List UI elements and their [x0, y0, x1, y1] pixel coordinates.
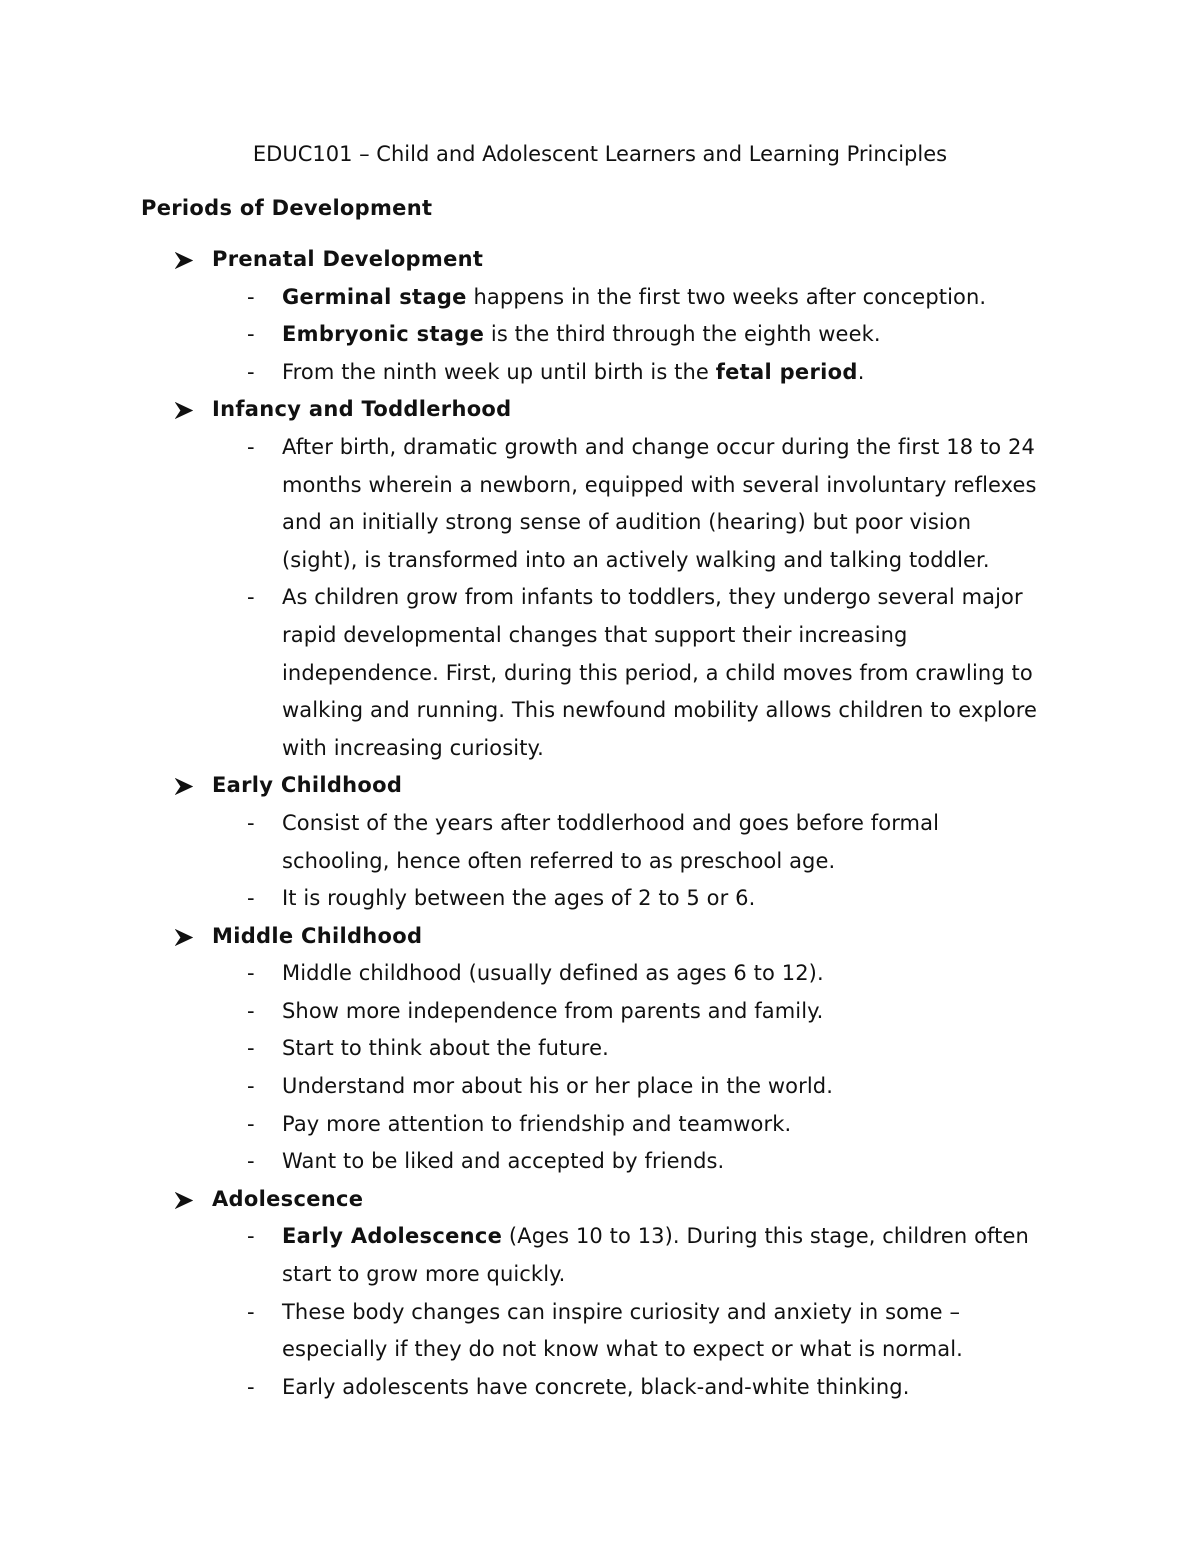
text-line: independence. First, during this period, a child moves from crawling to — [282, 660, 1033, 685]
item-text: happens in the first two weeks after conception. — [466, 284, 987, 309]
bold-term: Embryonic stage — [282, 322, 485, 347]
item-text: (Ages 10 to 13). During this stage, children often — [502, 1224, 1029, 1249]
text-line: As children grow from infants to toddlers, they undergo several major — [282, 585, 1023, 610]
dash-bullet: - — [247, 1074, 255, 1099]
dash-bullet: - — [247, 998, 255, 1023]
period-prenatal — [0, 241, 1200, 391]
text-line: After birth, dramatic growth and change occur during the first 18 to 24 — [282, 434, 1035, 459]
list-item — [0, 955, 1200, 993]
list-item — [0, 279, 1200, 317]
text-line: months wherein a newborn, equipped with several involuntary reflexes — [282, 472, 1037, 497]
dash-bullet: - — [247, 1299, 255, 1324]
list-item — [0, 805, 1200, 880]
dash-bullet: - — [247, 284, 255, 309]
text-line: Consist of the years after toddlerhood and goes before formal — [282, 810, 940, 835]
dash-bullet: - — [247, 359, 255, 384]
dash-bullet: - — [247, 585, 255, 610]
text-line: walking and running. This newfound mobility allows children to explore — [282, 698, 1038, 723]
item-text: It is roughly between the ages of 2 to 5 or 6. — [282, 886, 756, 911]
period-title: Middle Childhood — [212, 923, 423, 948]
period-title: Adolescence — [212, 1186, 364, 1211]
text-line: and an initially strong sense of audition (hearing) but poor vision — [282, 510, 972, 535]
list-item — [0, 880, 1200, 918]
periods-list — [0, 241, 1200, 1406]
section-heading: Periods of Development — [141, 196, 433, 220]
text-line: schooling, hence often referred to as preschool age. — [282, 848, 836, 873]
list-item — [0, 1143, 1200, 1181]
arrowhead-bullet-icon — [175, 241, 195, 279]
list-item — [0, 1068, 1200, 1106]
arrowhead-bullet-icon — [175, 1181, 195, 1219]
arrowhead-bullet-icon — [175, 767, 195, 805]
arrowhead-bullet-icon — [175, 391, 195, 429]
period-middle-childhood — [0, 918, 1200, 1181]
list-item — [0, 354, 1200, 392]
item-text: Start to think about the future. — [282, 1036, 609, 1061]
period-title: Infancy and Toddlerhood — [212, 397, 512, 422]
dash-bullet: - — [247, 1036, 255, 1061]
list-item — [0, 1030, 1200, 1068]
item-text: Show more independence from parents and family. — [282, 998, 824, 1023]
dash-bullet: - — [247, 1111, 255, 1136]
text-line: especially if they do not know what to expect or what is normal. — [282, 1337, 963, 1362]
dash-bullet: - — [247, 322, 255, 347]
period-title: Early Childhood — [212, 773, 403, 798]
dash-bullet: - — [247, 810, 255, 835]
list-item — [0, 1294, 1200, 1369]
item-text: Middle childhood (usually defined as ages 6 to 12). — [282, 961, 824, 986]
period-title: Prenatal Development — [212, 247, 484, 271]
text-line: (sight), is transformed into an actively walking and talking toddler. — [282, 547, 990, 572]
list-item — [0, 579, 1200, 767]
item-text: is the third through the eighth week. — [484, 322, 881, 347]
item-text: Pay more attention to friendship and teamwork. — [282, 1111, 792, 1136]
arrowhead-bullet-icon — [175, 918, 195, 956]
dash-bullet: - — [247, 434, 255, 459]
bold-term: fetal period — [715, 359, 858, 384]
list-item — [0, 429, 1200, 579]
item-text: From the ninth week up until birth is the — [282, 359, 716, 384]
list-item — [0, 1369, 1200, 1407]
dash-bullet: - — [247, 961, 255, 986]
dash-bullet: - — [247, 1149, 255, 1174]
item-text: Early adolescents have concrete, black-and-white thinking. — [282, 1374, 910, 1399]
dash-bullet: - — [247, 1374, 255, 1399]
dash-bullet: - — [247, 1224, 255, 1249]
item-text: Understand mor about his or her place in the world. — [282, 1074, 833, 1099]
text-line: These body changes can inspire curiosity and anxiety in some – — [282, 1299, 961, 1324]
dash-bullet: - — [247, 886, 255, 911]
item-text: . — [857, 359, 865, 384]
item-text: Want to be liked and accepted by friends. — [282, 1149, 725, 1174]
list-item — [0, 1106, 1200, 1144]
period-infancy — [0, 391, 1200, 767]
list-item — [0, 993, 1200, 1031]
list-item — [0, 1218, 1200, 1293]
period-adolescence — [0, 1181, 1200, 1407]
text-line: with increasing curiosity. — [282, 735, 544, 760]
period-early-childhood — [0, 767, 1200, 917]
bold-term: Early Adolescence — [282, 1224, 503, 1249]
list-item — [0, 316, 1200, 354]
bold-term: Germinal stage — [282, 284, 467, 309]
text-line: rapid developmental changes that support their increasing — [282, 622, 908, 647]
text-line: start to grow more quickly. — [282, 1262, 566, 1287]
document-title: EDUC101 – Child and Adolescent Learners and Learning Principles — [252, 142, 948, 166]
